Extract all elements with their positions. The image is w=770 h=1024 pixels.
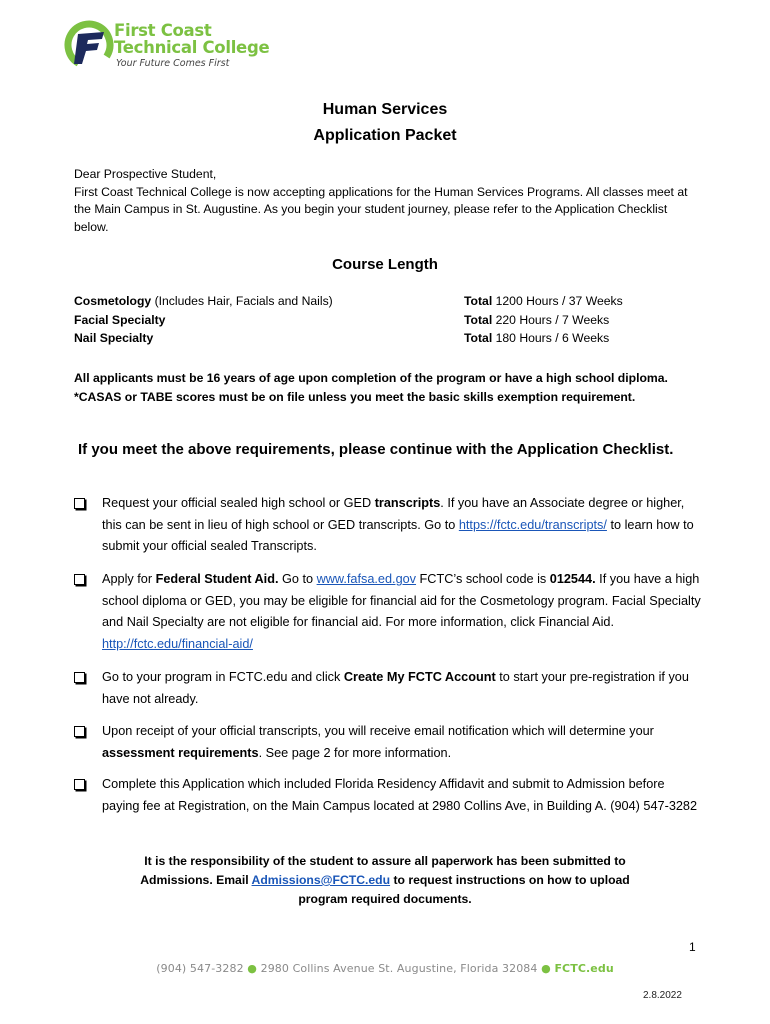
transcripts-link[interactable]: https://fctc.edu/transcripts/ xyxy=(458,517,607,532)
course-hours: 220 Hours / 7 Weeks xyxy=(492,313,610,327)
text-segment: If you have a high school diploma or GED, you may be eligible for financial aid for the Cosmetology program. Facial Specialty and Nail Specialty are not eligible for financial aid. For more information, click Financial Aid. xyxy=(102,572,701,629)
page-number: 1 xyxy=(689,940,696,954)
text-segment: Go to xyxy=(278,572,317,586)
checklist-item-text xyxy=(102,493,702,558)
responsibility-line2 xyxy=(0,871,770,890)
checkbox[interactable] xyxy=(74,779,85,790)
course-name-cell xyxy=(74,294,333,308)
responsibility-note xyxy=(0,852,770,909)
text-segment: to request instructions on how to upload xyxy=(390,873,630,887)
course-hours-cell xyxy=(464,294,623,308)
footer-phone: (904) 547-3282 xyxy=(156,962,244,975)
document-title-line1: Human Services xyxy=(322,101,448,118)
course-hours: 180 Hours / 6 Weeks xyxy=(492,331,610,345)
footer-website-link[interactable]: FCTC.edu xyxy=(554,962,614,975)
requirements-section xyxy=(74,369,694,406)
text-segment: Request your official sealed high school or GED xyxy=(102,496,375,510)
course-note: (Includes Hair, Facials and Nails) xyxy=(151,294,333,308)
bullet-icon: ● xyxy=(247,962,257,975)
financial-aid-link[interactable]: http://fctc.edu/financial-aid/ xyxy=(102,636,253,651)
text-segment: . See page 2 for more information. xyxy=(258,745,452,760)
course-name-cell xyxy=(74,313,165,327)
course-row xyxy=(74,331,714,349)
course-name-cell xyxy=(74,331,153,345)
bullet-icon: ● xyxy=(541,962,551,975)
text-segment: Go to your program in FCTC.edu and click xyxy=(102,670,344,684)
course-row xyxy=(74,313,714,331)
checkbox[interactable] xyxy=(74,672,85,683)
college-name-line1: First Coast xyxy=(114,21,212,40)
fafsa-link[interactable]: www.fafsa.ed.gov xyxy=(316,572,417,586)
course-hours-cell xyxy=(464,313,609,327)
text-segment: to learn how to submit your official sealed Transcripts. xyxy=(102,517,694,553)
total-label: Total xyxy=(464,331,493,345)
checkbox[interactable] xyxy=(74,498,85,509)
fctc-logo-mark-icon xyxy=(64,20,114,70)
checklist-item-text xyxy=(102,721,702,764)
checklist-item-text: Complete this Application which included Florida Residency Affidavit and submit to Admission before paying fee at Registration, on the Main Campus located at 2980 Collins Ave, in Building A. (904) 547-3282 xyxy=(102,777,698,813)
school-code: 012544. xyxy=(549,572,596,586)
checklist-item-text xyxy=(102,569,702,655)
college-name-line2: Technical College xyxy=(114,38,270,57)
intro-body: First Coast Technical College is now accepting applications for the Human Services Programs. All classes meet at the Main Campus in St. Augustine. As you begin your student journey, please refer to the Application Checklist below. xyxy=(74,184,688,234)
checkbox[interactable] xyxy=(74,574,85,585)
intro-section xyxy=(74,166,702,236)
casas-requirement: *CASAS or TABE scores must be on file unless you meet the basic skills exemption requirement. xyxy=(74,389,636,404)
college-name xyxy=(114,22,269,56)
document-title-line2: Application Packet xyxy=(313,127,457,144)
course-hours: 1200 Hours / 37 Weeks xyxy=(492,294,623,308)
page-footer xyxy=(0,962,770,975)
responsibility-line3: program required documents. xyxy=(298,892,472,906)
greeting: Dear Prospective Student, xyxy=(74,167,217,181)
checklist-item-text xyxy=(102,667,702,710)
text-segment: FCTC’s school code is xyxy=(416,572,550,586)
text-segment: to start your pre-registration if you have not already. xyxy=(102,670,689,706)
course-hours-cell xyxy=(464,331,609,345)
footer-address: 2980 Collins Avenue St. Augustine, Florida 32084 xyxy=(260,962,538,975)
course-length-heading: Course Length xyxy=(332,256,438,273)
total-label: Total xyxy=(464,313,493,327)
create-account-bold: Create My FCTC Account xyxy=(343,670,496,684)
assessment-bold: assessment requirements xyxy=(102,745,259,760)
transcripts-bold: transcripts xyxy=(374,496,441,510)
course-row xyxy=(74,294,714,312)
course-name: Cosmetology xyxy=(74,294,152,308)
text-segment: Admissions. Email xyxy=(140,873,252,887)
checklist-heading: If you meet the above requirements, please continue with the Application Checklist. xyxy=(78,441,674,458)
age-requirement: All applicants must be 16 years of age upon completion of the program or have a high school diploma. xyxy=(74,371,668,385)
college-logo xyxy=(64,18,274,74)
checkbox[interactable] xyxy=(74,726,85,737)
text-segment: . If you have an Associate degree or higher, this can be sent in lieu of high school or GED transcripts. Go to xyxy=(102,496,685,532)
responsibility-line1: It is the responsibility of the student to assure all paperwork has been submitted to xyxy=(144,854,626,868)
federal-aid-bold: Federal Student Aid. xyxy=(155,572,279,586)
text-segment: Apply for xyxy=(102,572,156,586)
revision-date: 2.8.2022 xyxy=(643,990,682,1001)
course-name: Facial Specialty xyxy=(74,313,166,327)
college-tagline: Your Future Comes First xyxy=(116,58,230,69)
course-name: Nail Specialty xyxy=(74,331,154,345)
total-label: Total xyxy=(464,294,493,308)
admissions-email-link[interactable]: Admissions@FCTC.edu xyxy=(251,873,391,887)
text-segment: Upon receipt of your official transcripts, you will receive email notification which will determine your xyxy=(102,724,654,738)
